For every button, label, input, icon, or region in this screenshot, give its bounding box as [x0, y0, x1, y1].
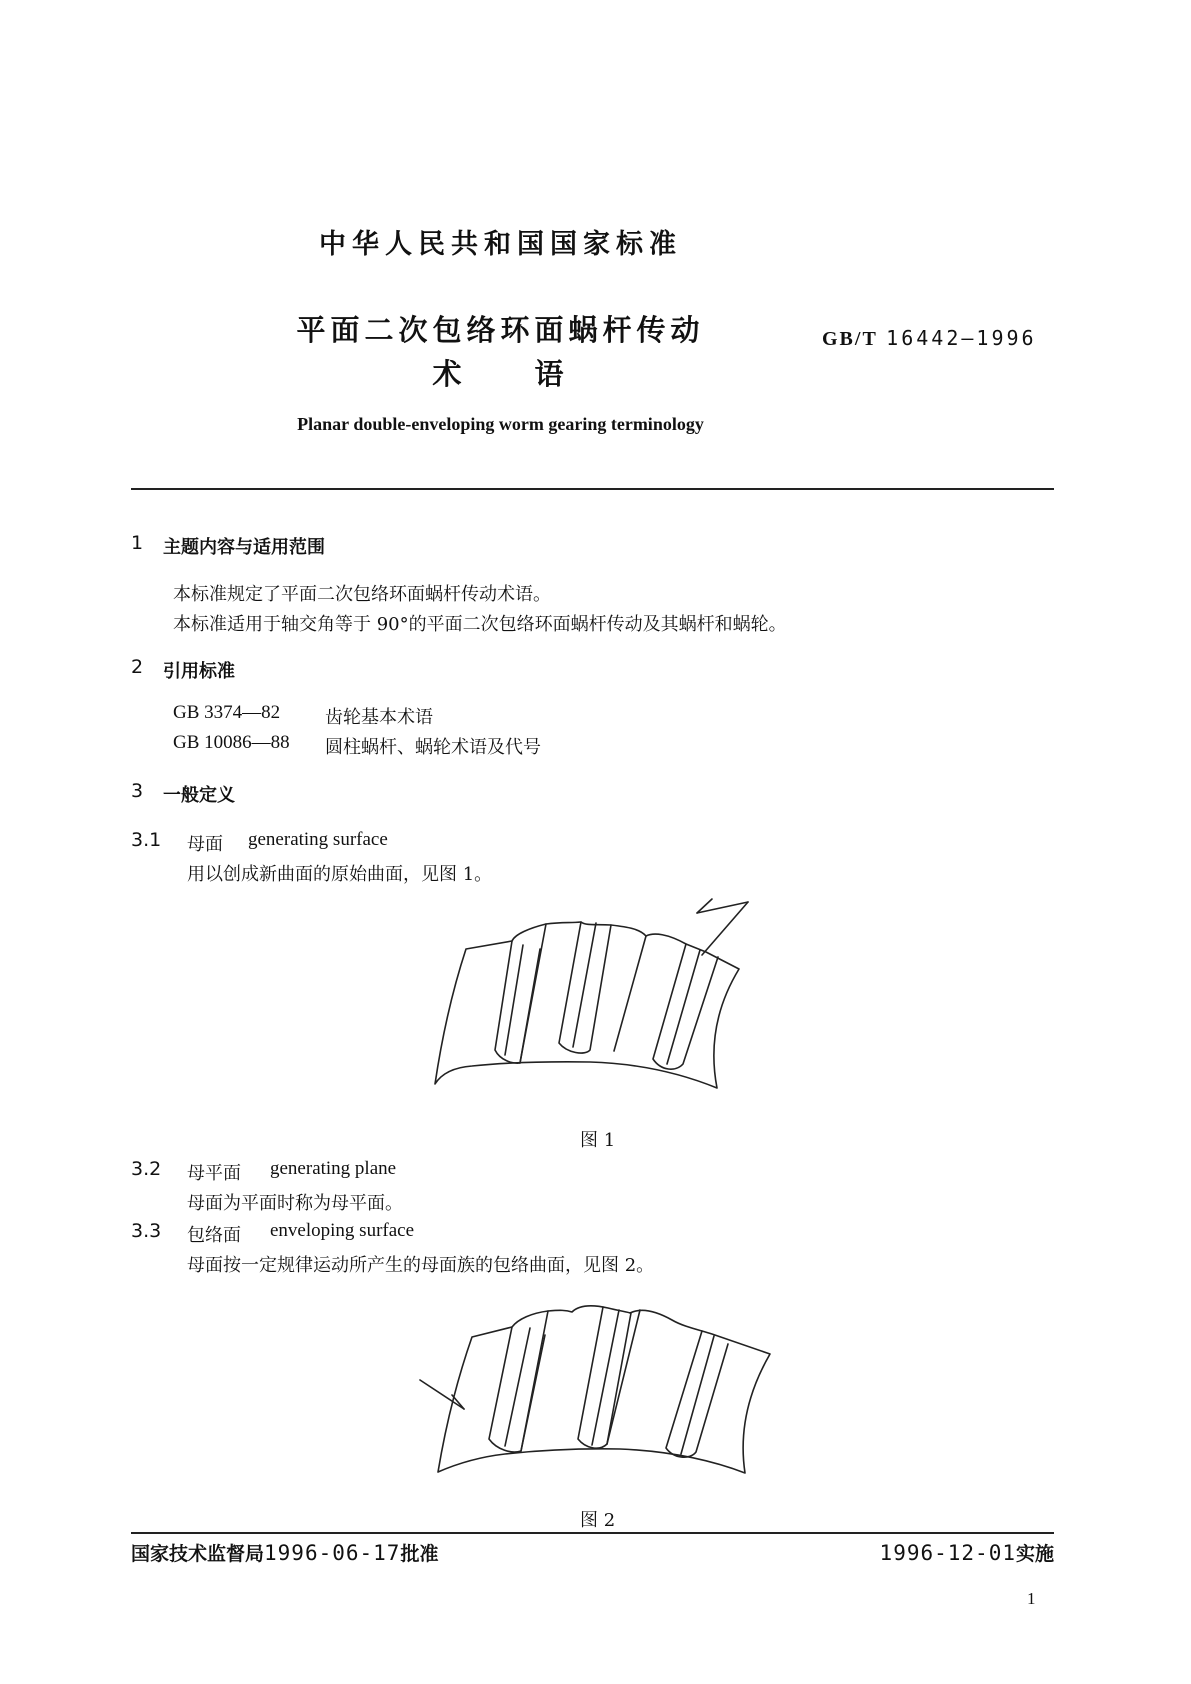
- footer-rule: [131, 1532, 1054, 1534]
- approved-by: 国家技术监督局: [131, 1543, 265, 1565]
- figure-2-caption: 图 2: [580, 1510, 616, 1531]
- effective-line: [880, 1539, 1054, 1566]
- figure-1-drawing: [430, 895, 780, 1095]
- reference-1-title: 齿轮基本术语: [325, 707, 433, 728]
- standard-number: [822, 326, 1037, 351]
- page-number: 1: [1027, 1589, 1036, 1608]
- figure-1-groove-5: [667, 950, 700, 1064]
- term-3-1-definition: 用以创成新曲面的原始曲面，见图 1。: [187, 864, 493, 885]
- figure-1-groove-3: [505, 945, 523, 1055]
- header-rule: [131, 488, 1054, 490]
- effective-date: 1996-12-01: [879, 1541, 1016, 1565]
- figure-1-groove-2: [614, 936, 646, 1051]
- term-3-3-number: 3.3: [131, 1220, 162, 1242]
- section-1-paragraph-1: 本标准规定了平面二次包络环面蜗杆传动术语。: [173, 584, 551, 605]
- section-2-number: 2: [131, 656, 144, 678]
- standard-code: 16442—1996: [886, 326, 1037, 350]
- term-3-1-number: 3.1: [131, 829, 162, 851]
- reference-2-code: GB 10086—88: [173, 732, 290, 753]
- figure-2-groove-1: [521, 1311, 548, 1451]
- term-3-3-chinese: 包络面: [187, 1225, 241, 1246]
- term-3-3-english: enveloping surface: [270, 1220, 415, 1241]
- figure-2-groove-5: [681, 1336, 714, 1454]
- figure-1-groove-1: [520, 924, 546, 1063]
- figure-1-caption: 图 1: [580, 1130, 616, 1151]
- main-title-line2: 术 语: [432, 357, 569, 391]
- section-1-paragraph-2: 本标准适用于轴交角等于 90°的平面二次包络环面蜗杆传动及其蜗杆和蜗轮。: [173, 614, 787, 635]
- section-1-number: 1: [131, 532, 144, 554]
- figure-1-tooth-3: [653, 944, 718, 1069]
- approved-date: 1996-06-17: [264, 1541, 401, 1565]
- term-3-2-english: generating plane: [270, 1158, 397, 1179]
- reference-1-code: GB 3374—82: [173, 702, 281, 723]
- figure-2-groove-4: [592, 1310, 619, 1445]
- main-title-line1: 平面二次包络环面蜗杆传动: [296, 313, 705, 347]
- term-3-2-chinese: 母平面: [187, 1163, 241, 1184]
- standard-prefix: GB/T: [822, 328, 878, 350]
- term-3-1-english: generating surface: [248, 829, 388, 850]
- figure-1-groove-4: [573, 923, 596, 1047]
- section-1-title: 主题内容与适用范围: [163, 537, 325, 558]
- section-2-title: 引用标准: [163, 661, 235, 682]
- english-title: Planar double-enveloping worm gearing terminology: [297, 414, 704, 434]
- figure-2-groove-2: [607, 1310, 640, 1444]
- term-3-2-number: 3.2: [131, 1158, 162, 1180]
- term-3-2-definition: 母面为平面时称为母平面。: [187, 1193, 403, 1214]
- effective-suffix: 实施: [1015, 1543, 1054, 1565]
- figure-2-outline: [438, 1306, 770, 1473]
- approved-suffix: 批准: [400, 1543, 439, 1565]
- figure-1-tooth-2: [559, 922, 611, 1053]
- approval-line: [131, 1539, 438, 1566]
- term-3-1-chinese: 母面: [187, 834, 223, 855]
- figure-1-tooth-1: [495, 941, 540, 1063]
- figure-2-drawing: [415, 1295, 775, 1490]
- term-3-3-definition: 母面按一定规律运动所产生的母面族的包络曲面，见图 2。: [187, 1255, 655, 1276]
- section-3-number: 3: [131, 780, 144, 802]
- standard-title: 中华人民共和国国家标准: [319, 229, 682, 260]
- figure-1-outline: [435, 922, 739, 1088]
- reference-2-title: 圆柱蜗杆、蜗轮术语及代号: [325, 737, 541, 758]
- section-3-title: 一般定义: [163, 785, 235, 806]
